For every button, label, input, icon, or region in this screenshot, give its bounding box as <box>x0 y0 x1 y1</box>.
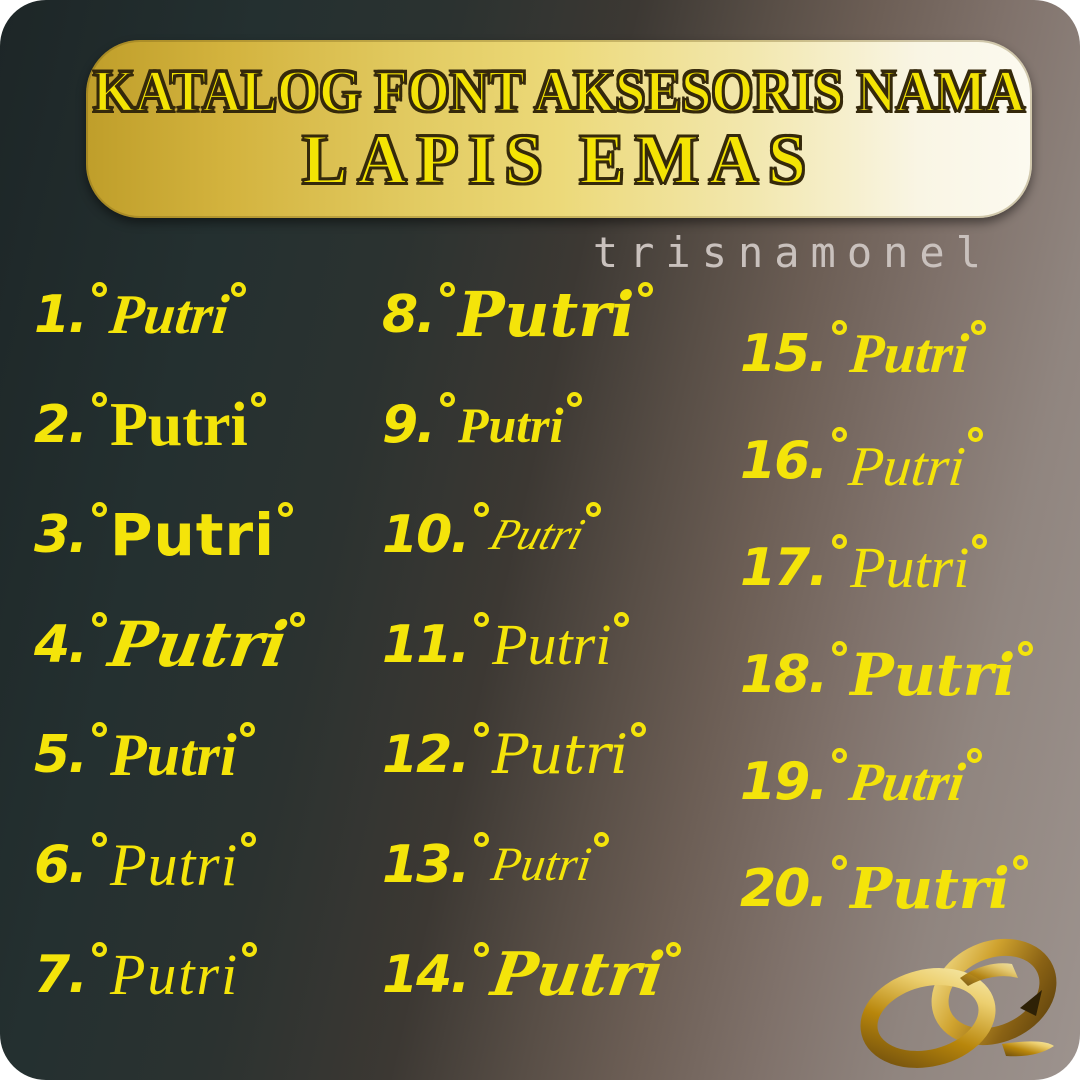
column-3 <box>740 260 1064 1035</box>
jump-ring-icon <box>832 641 847 656</box>
jump-ring-icon <box>241 832 256 847</box>
column-2 <box>382 260 740 1035</box>
font-catalog-list <box>34 260 1064 1035</box>
sample-name: Putri <box>109 722 237 788</box>
jump-ring-icon <box>594 832 609 847</box>
jump-ring-icon <box>92 282 107 297</box>
sample-name: Putri <box>104 608 293 681</box>
page-title: KATALOG FONT AKSESORIS NAMA <box>93 57 1025 124</box>
gold-rings-icon <box>852 926 1068 1076</box>
sample-name: Putri <box>488 838 595 891</box>
font-sample-10 <box>382 480 740 590</box>
jump-ring-icon <box>251 392 266 407</box>
jump-ring-icon <box>440 392 455 407</box>
sample-name: Putri <box>492 612 612 677</box>
jump-ring-icon <box>92 612 107 627</box>
watermark: trisnamonel <box>592 228 992 277</box>
item-number: 1. <box>34 285 86 345</box>
jump-ring-icon <box>440 282 455 297</box>
sample-name: Putri <box>484 510 591 559</box>
item-number: 10. <box>382 505 469 565</box>
jump-ring-icon <box>832 427 847 442</box>
column-1 <box>34 260 382 1035</box>
header-banner <box>86 40 1032 218</box>
item-number: 19. <box>740 751 827 812</box>
item-number: 11. <box>382 615 469 675</box>
item-number: 13. <box>382 835 469 895</box>
font-sample-3 <box>34 480 382 590</box>
jump-ring-icon <box>567 392 582 407</box>
sample-name: Putri <box>847 322 971 385</box>
jump-ring-icon <box>631 722 646 737</box>
jump-ring-icon <box>832 855 847 870</box>
jump-ring-icon <box>92 722 107 737</box>
sample-name: Putri <box>850 640 1016 709</box>
jump-ring-icon <box>1013 855 1028 870</box>
jump-ring-icon <box>1018 641 1033 656</box>
item-number: 3. <box>34 505 86 565</box>
sample-name: Putri <box>109 942 240 1007</box>
jump-ring-icon <box>92 392 107 407</box>
font-sample-9 <box>382 370 740 480</box>
sample-name: Putri <box>109 832 239 898</box>
jump-ring-icon <box>474 942 489 957</box>
jump-ring-icon <box>278 502 293 517</box>
sample-name: Putri <box>457 278 635 351</box>
font-sample-13 <box>382 810 740 920</box>
jump-ring-icon <box>972 534 987 549</box>
jump-ring-icon <box>92 942 107 957</box>
jump-ring-icon <box>474 502 489 517</box>
jump-ring-icon <box>586 502 601 517</box>
font-sample-19 <box>740 728 1064 835</box>
font-sample-16 <box>740 407 1064 514</box>
jump-ring-icon <box>474 832 489 847</box>
font-sample-7 <box>34 920 382 1030</box>
jump-ring-icon <box>832 534 847 549</box>
font-sample-11 <box>382 590 740 700</box>
item-number: 5. <box>34 725 86 785</box>
font-sample-17 <box>740 514 1064 621</box>
item-number: 12. <box>382 725 469 785</box>
sample-name: Putri <box>487 940 668 1010</box>
sample-name: Putri <box>845 751 969 812</box>
item-number: 17. <box>740 537 827 598</box>
sample-name: Putri <box>850 534 970 600</box>
jump-ring-icon <box>832 748 847 763</box>
sample-name: Putri <box>492 723 629 786</box>
item-number: 20. <box>740 858 827 919</box>
item-number: 15. <box>740 323 827 384</box>
item-number: 2. <box>34 395 86 455</box>
jump-ring-icon <box>968 427 983 442</box>
jump-ring-icon <box>290 612 305 627</box>
jump-ring-icon <box>474 612 489 627</box>
item-number: 7. <box>34 945 86 1005</box>
item-number: 9. <box>382 395 434 455</box>
font-sample-15 <box>740 300 1064 407</box>
sample-name: Putri <box>109 501 275 569</box>
jump-ring-icon <box>242 942 257 957</box>
font-sample-4 <box>34 590 382 700</box>
item-number: 18. <box>740 644 827 705</box>
jump-ring-icon <box>474 722 489 737</box>
font-sample-8 <box>382 260 740 370</box>
jump-ring-icon <box>666 942 681 957</box>
jump-ring-icon <box>231 282 246 297</box>
font-sample-14 <box>382 920 740 1030</box>
page-subtitle: LAPIS EMAS <box>302 118 816 199</box>
font-sample-2 <box>34 370 382 480</box>
jump-ring-icon <box>92 832 107 847</box>
jump-ring-icon <box>240 722 255 737</box>
font-sample-5 <box>34 700 382 810</box>
jump-ring-icon <box>614 612 629 627</box>
item-number: 16. <box>740 430 827 491</box>
item-number: 8. <box>382 285 434 345</box>
font-sample-18 <box>740 621 1064 728</box>
jump-ring-icon <box>638 282 653 297</box>
font-sample-6 <box>34 810 382 920</box>
jump-ring-icon <box>971 320 986 335</box>
item-number: 6. <box>34 835 86 895</box>
sample-name: Putri <box>846 435 968 498</box>
sample-name: Putri <box>457 397 564 453</box>
item-number: 4. <box>34 615 86 675</box>
sample-name: Putri <box>850 855 1010 922</box>
font-sample-1 <box>34 260 382 370</box>
jump-ring-icon <box>92 502 107 517</box>
jump-ring-icon <box>832 320 847 335</box>
item-number: 14. <box>382 945 469 1005</box>
sample-name: Putri <box>109 391 248 459</box>
font-sample-12 <box>382 700 740 810</box>
sample-name: Putri <box>106 284 232 346</box>
jump-ring-icon <box>967 748 982 763</box>
